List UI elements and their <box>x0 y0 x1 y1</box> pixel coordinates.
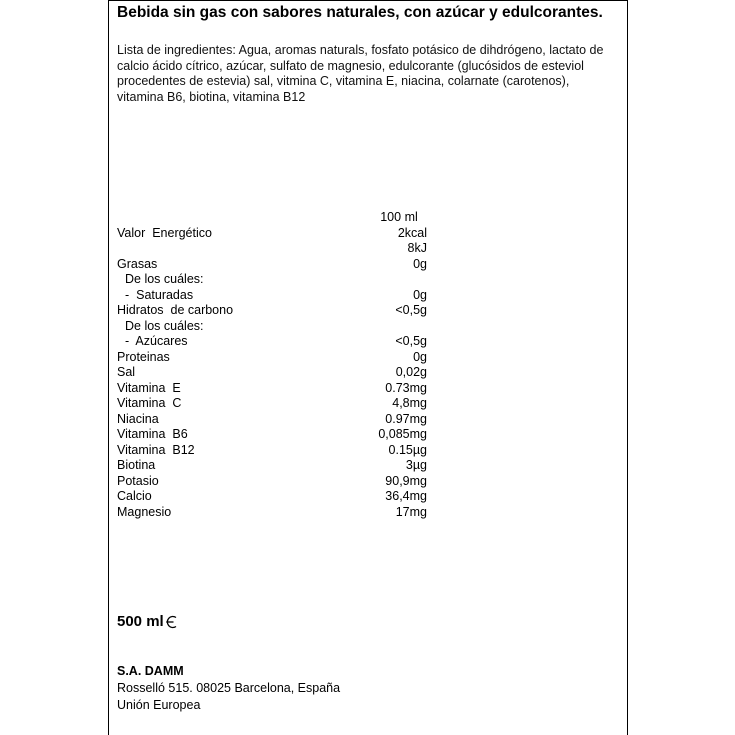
ingredients-list: Lista de ingredientes: Agua, aromas naturals, fosfato potásico de dihdrógeno, lactato de calcio ácido cítrico, azúcar, sulfato de magnesio, edulcorante (glucósidos de esteviol procedentes de estevia) sal, vitmina C, vitamina E, niacina, colarnate (carotenos), vitamina B6, biotina, vitamina B12 <box>117 43 604 104</box>
nutrition-row <box>117 489 447 505</box>
nutrition-row <box>117 303 447 319</box>
nutrient-label: De los cuáles: <box>125 318 204 333</box>
nutrient-label: De los cuáles: <box>125 272 204 286</box>
nutrient-label: Niacina <box>117 411 159 426</box>
nutrition-row <box>117 350 447 366</box>
company-name: S.A. DAMM <box>117 664 184 678</box>
nutrition-row <box>117 412 447 428</box>
nutrient-label: Vitamina B12 <box>117 442 195 457</box>
nutrition-row <box>117 257 447 273</box>
nutrient-value: 0g <box>413 287 427 302</box>
nutrition-row <box>117 458 447 474</box>
nutrient-value: 0.15µg <box>388 442 427 457</box>
nutrient-label: Vitamina B6 <box>117 427 188 441</box>
net-quantity-value: 500 ml <box>117 613 164 630</box>
nutrient-value: 17mg <box>395 504 427 519</box>
nutrient-value: 0g <box>413 349 427 364</box>
nutrient-label: Calcio <box>117 489 152 503</box>
product-title: Bebida sin gas con sabores naturales, con azúcar y edulcorantes. <box>117 4 603 21</box>
company-info <box>117 663 340 714</box>
nutrition-row <box>117 272 447 288</box>
nutrient-label: Vitamina C <box>117 396 182 410</box>
nutrient-value: 90,9mg <box>385 473 427 488</box>
nutrient-value: <0,5g <box>395 334 427 348</box>
nutrient-label: Vitamina E <box>117 380 181 395</box>
nutrient-value: <0,5g <box>395 303 427 317</box>
net-quantity <box>117 613 177 631</box>
nutrition-header <box>117 210 447 226</box>
nutrition-row <box>117 474 447 490</box>
nutrient-label: - Saturadas <box>125 287 194 302</box>
nutrient-value: 36,4mg <box>385 489 427 503</box>
nutrition-row <box>117 443 447 459</box>
nutrient-label: Magnesio <box>117 504 172 519</box>
nutrient-value: 0,02g <box>395 365 427 379</box>
nutrient-value: 0,085mg <box>378 427 427 441</box>
nutrition-row <box>117 241 447 257</box>
nutrition-row <box>117 365 447 381</box>
estimated-sign-icon <box>165 615 177 629</box>
nutrition-row <box>117 226 447 242</box>
nutrient-label: - Azúcares <box>125 334 188 348</box>
nutrient-value: 2kcal <box>397 225 427 240</box>
nutrient-value: 3µg <box>405 458 427 472</box>
nutrition-row <box>117 505 447 521</box>
nutrient-value: 4,8mg <box>392 396 427 410</box>
nutrition-row <box>117 288 447 304</box>
nutrient-label: Hidratos de carbono <box>117 303 234 317</box>
company-address: Rosselló 515. 08025 Barcelona, España <box>117 681 341 695</box>
nutrient-value: 0.73mg <box>385 380 427 395</box>
nutrient-label: Potasio <box>117 473 159 488</box>
nutrient-label: Grasas <box>117 256 158 271</box>
nutrition-row <box>117 381 447 397</box>
nutrition-row <box>117 396 447 412</box>
nutrition-row <box>117 319 447 335</box>
nutrient-label: Sal <box>117 365 136 379</box>
nutrient-label: Valor Energético <box>117 225 212 240</box>
nutrient-value: 0g <box>413 256 427 271</box>
nutrition-header-portion: 100 ml <box>380 210 418 224</box>
nutrient-value: 0.97mg <box>385 411 427 426</box>
nutrition-row <box>117 334 447 350</box>
company-region: Unión Europea <box>117 698 201 712</box>
nutrient-value: 8kJ <box>407 241 427 255</box>
nutrient-label: Proteinas <box>117 349 170 364</box>
nutrient-label: Biotina <box>117 458 156 472</box>
nutrition-row <box>117 427 447 443</box>
nutrition-table <box>117 210 447 520</box>
